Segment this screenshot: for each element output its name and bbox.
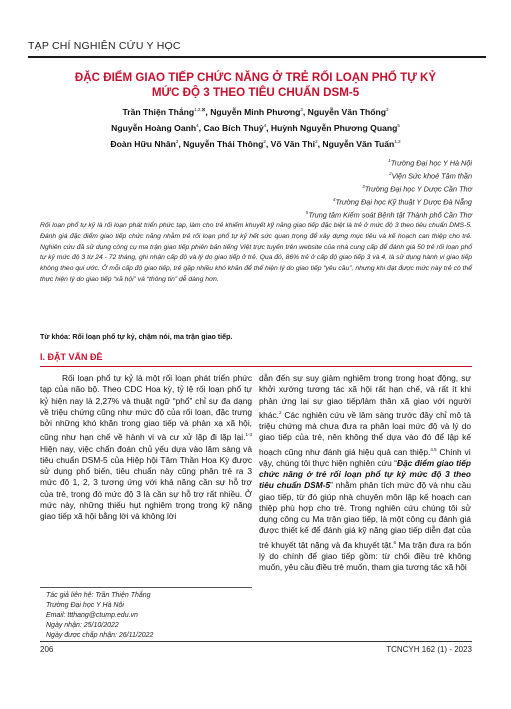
article-title [40, 70, 471, 100]
journal-header [28, 34, 486, 58]
title-line-2: MỨC ĐỘ 3 THEO TIÊU CHUẨN DSM-5 [151, 86, 360, 99]
author-name: Nguyễn Minh Phương [210, 106, 301, 117]
body-text: Các nghiên cứu về lâm sàng trước đây chỉ mô tả triệu chứng mà chưa đưa ra phân loại mức độ và lý do giao tiếp của trẻ, nên không thể dựa vào đó để lập kế hoạch cũng như đánh giá hiệu quả can thiệp. [259, 409, 471, 457]
body-paragraph [259, 373, 471, 573]
author-line-2: Nguyễn Hoàng Oanh$^4$, Cao Bích Thuỷ$^4$, Huỳnh Nguyễn Phương Quang$^5$ [111, 122, 400, 133]
affiliation-item [100, 208, 472, 221]
author-name: Nguyễn Văn Tuấn [322, 138, 395, 149]
body-column-left [40, 373, 252, 523]
abstract: Rối loạn phổ tự kỷ là rối loạn phát triển phức tạp, làm cho trẻ khiếm khuyết kỹ năng giao tiếp đặc biệt là trẻ ở mức độ 3 theo tiêu chuẩn DMS-5. Đánh giá đặc điểm giao tiếp chức năng nhằm trẻ rối loạn phổ tự kỷ hết sức quan trọng để xây dựng mục tiêu và kế hoạch can thiệp cho trẻ. Nghiên cứu đã sử dụng công cụ ma trận giao tiếp phiên bản tiếng Việt trực tuyến trên website của nhà cung cấp để đánh giá 50 trẻ rối loạn phổ tự kỷ mức độ 3 từ 24 - 72 tháng, ghi nhận cấp độ và lý do giao tiếp ở trẻ. Qua đó, 86% trẻ ở cấp độ giao tiếp 3 và 4, là sử dụng hành vi giao tiếp không theo qui ước. Ở mỗi cấp độ giao tiếp, trẻ gặp nhiều khó khăn để thể hiện lý do giao tiếp “yêu cầu”, nhưng khi đạt được mức này trẻ có thể thực hiện lý do giao tiếp “xã hội” và “thông tin” dễ dàng hơn. [40, 222, 472, 283]
citation-sup: 1-3 [245, 432, 252, 438]
correspondence-footnote [46, 591, 252, 641]
footnote-divider [40, 587, 252, 588]
author-name: Huỳnh Nguyễn Phương Quang [270, 122, 398, 133]
body-text: Hiện nay, việc chẩn đoán chủ yếu dựa vào lâm sàng và tiêu chuẩn DSM-5 của Hiệp hội Tâm Thần Hoa Kỳ được sử dụng phổ biến, tiêu chuẩn này cũng phân trẻ ra 3 mức độ 1, 2, 3 tương ứng với khả năng cần sự hỗ trợ của trẻ, trong đó mức độ 3 là cần sự hỗ trợ rất nhiều. Ở mức này, những thiếu hụt nghiêm trọng trong kỹ năng giao tiếp xã hội bằng lời và không lời [40, 443, 252, 522]
affiliation-text: Trung tâm Kiểm soát Bệnh tật Thành phố Cần Thơ [308, 210, 472, 220]
author-name: Trần Thiện Thắng [122, 106, 195, 117]
author-sup: 4 [196, 123, 199, 129]
citation-sup: 6 [393, 539, 396, 545]
citation-sup: 2 [278, 409, 282, 415]
author-sup: 1,2,⊠ [194, 107, 206, 112]
author-sup: 2 [263, 139, 266, 145]
footer-divider [40, 641, 472, 642]
body-text: Chính vì vậy, chúng tôi thực hiện nghiên cứu “ [259, 446, 471, 468]
title-line-1: ĐẶC ĐIỂM GIAO TIẾP CHỨC NĂNG Ở TRẺ RỐI LOẠN PHỔ TỰ KỶ [74, 71, 437, 84]
author-name: Cao Bích Thuỷ [203, 122, 264, 133]
page-number: 206 [40, 645, 54, 654]
journal-name: TẠP CHÍ NGHIÊN CỨU Y HỌC [28, 40, 181, 52]
body-paragraph [40, 373, 252, 523]
author-name: Đoàn Hữu Nhân [110, 138, 176, 149]
author-sup: 2 [315, 139, 318, 145]
author-sup: 1,2 [394, 139, 401, 145]
keywords-text: Rối loạn phổ tự kỷ, chậm nói, ma trận giao tiếp. [72, 333, 233, 341]
affiliation-num: 2 [389, 170, 392, 176]
affiliation-item [100, 156, 472, 169]
author-name: Nguyễn Văn Thống [307, 106, 386, 117]
author-sup: 3 [300, 107, 303, 112]
section-heading: I. ĐẶT VẤN ĐỀ [40, 350, 472, 367]
affiliation-item [100, 169, 472, 182]
author-sup: 5 [397, 123, 400, 129]
author-name: Võ Văn Thi [270, 138, 316, 149]
accepted-date: Ngày được chấp nhận: 26/11/2022 [46, 632, 154, 639]
citation-sup: 4,5 [430, 446, 437, 452]
affiliation-list [100, 156, 472, 221]
author-sup: 2 [175, 139, 179, 145]
study-title-quote: Đặc điểm giao tiếp chức năng ở trẻ rối loạn phổ tự kỷ mức độ 3 theo tiêu chuẩn DSM-5 [259, 457, 471, 491]
author-email: Email: ttthang@ctump.edu.vn [46, 612, 138, 619]
body-column-right [259, 373, 471, 573]
author-list [40, 103, 471, 151]
body-text: Ma trận đưa ra bốn lý do chính để giao tiếp gồm: từ chối điều trẻ không muốn, yêu cầu điều trẻ muốn, tham gia tương tác xã hội [259, 539, 471, 573]
affiliation-text: Trường Đại học Y Dược Cần Thơ [364, 184, 472, 194]
author-line-3: Đoàn Hữu Nhân$^2$, Nguyễn Thái Thông$^2$, Võ Văn Thi$^2$, Nguyễn Văn Tuấn$^{1,2}$ [110, 138, 401, 149]
body-text: dẫn đến sự suy giảm nghiêm trọng trong hoạt động, sự khởi xướng tương tác xã hội rất hạn chế, và rất ít khi phản ứng lại sự giao tiếp/làm thân xã giao với người khác. [259, 373, 471, 420]
affiliation-num: 3 [362, 183, 365, 189]
corresponding-author: Tác giả liên hệ: Trần Thiện Thắng [46, 592, 151, 599]
received-date: Ngày nhận: 25/10/2022 [46, 622, 119, 629]
affiliation-num: 5 [305, 209, 309, 215]
affiliation-num: 4 [332, 196, 336, 202]
affiliation-item [100, 182, 472, 195]
affiliation-text: Trường Đại học Kỹ thuật Y Dược Đà Nẵng [335, 197, 472, 207]
author-name: Nguyễn Thái Thông [183, 138, 264, 149]
affiliation-text: Trường Đại học Y Hà Nội [390, 158, 472, 168]
keywords-label: Từ khóa: [40, 333, 71, 341]
author-institution: Trường Đại học Y Hà Nội [46, 602, 124, 609]
author-sup: 4 [263, 123, 267, 129]
affiliation-num: 1 [388, 158, 391, 163]
keywords [40, 333, 472, 341]
body-text: Rối loạn phổ tự kỷ là một rối loạn phát triển phức tạp của não bộ. Theo CDC Hoa kỳ, tỷ lệ rối loạn phổ tự kỷ hiện nay là 2,27% và thuật ngữ “phổ” chỉ sự đa dạng về triệu chứng cũng như mức độ của rối loạn, đặc trưng bởi những khó khăn trong giao tiếp và phản xạ xã hội, cũng như hạn chế về hành vi và cư xử lặp đi lặp lại. [40, 373, 252, 443]
affiliation-text: Viện Sức khoẻ Tâm thần [391, 171, 472, 181]
author-line-1: Trần Thiện Thắng$^{1,2,⊠}$, Nguyễn Minh Phương$^3$, Nguyễn Văn Thống$^3$ [122, 106, 389, 117]
body-text: ” nhằm phân tích mức độ và nhu cầu giao tiếp, từ đó giúp nhà chuyên môn lập kế hoạch can thiệp phù hợp cho trẻ. Trong nghiên cứu chúng tôi sử dụng công cụ Ma trận giao tiếp, là một công cụ đánh giá được thiết kế để đánh giá kỹ năng giao tiếp diễn đạt của trẻ khuyết tật nặng và đa khuyết tật. [259, 480, 471, 550]
author-name: Nguyễn Hoàng Oanh [111, 122, 197, 133]
journal-issue: TCNCYH 162 (1) - 2023 [386, 645, 472, 654]
affiliation-item [100, 195, 472, 208]
author-sup: 3 [385, 107, 389, 112]
